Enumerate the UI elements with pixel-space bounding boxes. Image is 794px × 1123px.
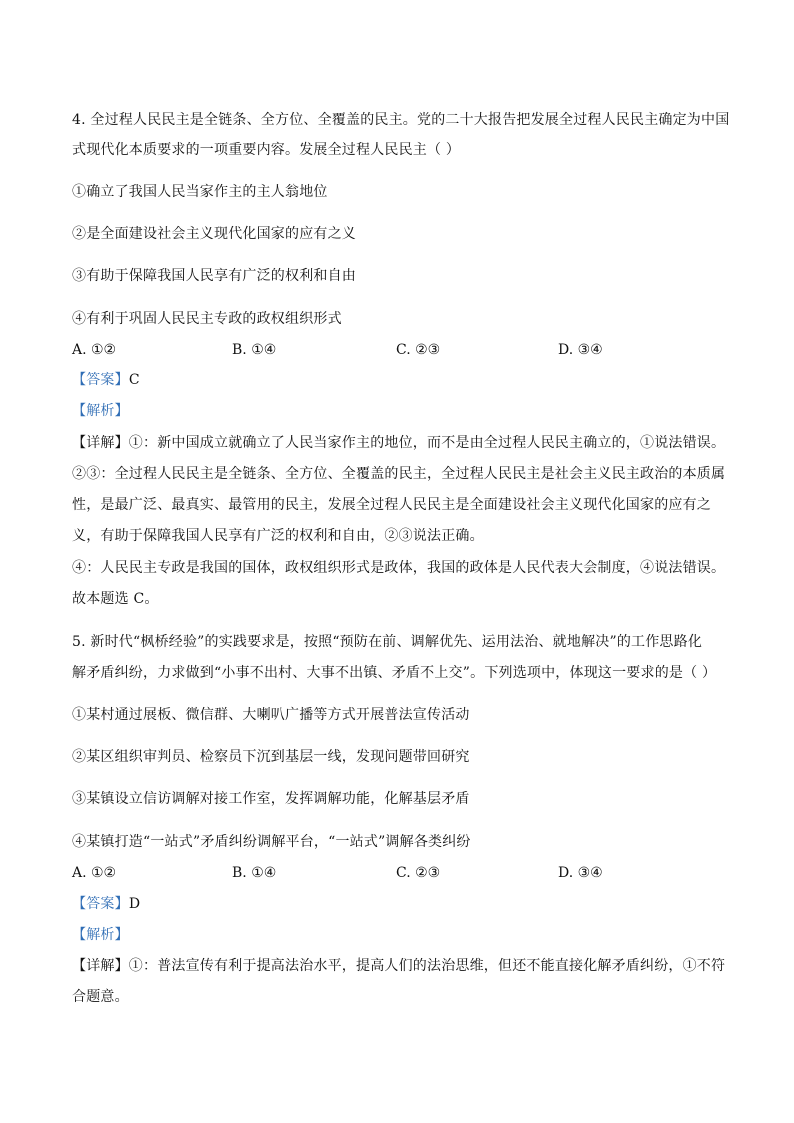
q5-item-1: ①某村通过展板、微信群、大喇叭广播等方式开展普法宣传活动 [72,707,470,723]
q4-detail-line-2: ②③：全过程人民民主是全链条、全方位、全覆盖的民主，全过程人民民主是社会主义民主政治的本质属 [72,466,726,482]
q5-stem-line-1: 5. 新时代“枫桥经验”的实践要求是，按照“预防在前、调解优先、运用法治、就地解决”的工作思路化 [72,634,703,650]
q4-item-3: ③有助于保障我国人民享有广泛的权利和自由 [72,268,356,284]
q4-item-1: ①确立了我国人民当家作主的主人翁地位 [72,184,328,200]
q5-option-c: C. ②③ [396,865,441,881]
q4-detail-line-1: 【详解】①：新中国成立就确立了人民当家作主的地位，而不是由全过程人民民主确立的，①说法错误。 [72,435,726,451]
q4-answer-label: 【答案】 [72,372,129,388]
q5-option-d: D. ③④ [558,865,603,881]
q4-item-2: ②是全面建设社会主义现代化国家的应有之义 [72,226,356,242]
q5-stem-line-2: 解矛盾纠纷，力求做到“小事不出村、大事不出镇、矛盾不上交”。下列选项中，体现这一要求的是（ ） [72,665,717,681]
q4-answer-value: C [128,372,140,388]
q4-detail-line-4: 义，有助于保障我国人民享有广泛的权利和自由，②③说法正确。 [72,528,484,544]
q4-option-b: B. ①④ [232,342,277,358]
q4-options [72,340,732,360]
q5-detail-line-2: 合题意。 [72,989,129,1005]
q5-item-4: ④某镇打造“一站式”矛盾纠纷调解平台，“一站式”调解各类纠纷 [72,834,471,850]
q4-option-d: D. ③④ [558,342,603,358]
q4-stem-line-2: 式现代化本质要求的一项重要内容。发展全过程人民民主（ ） [72,142,461,158]
q5-answer-value: D [128,896,141,912]
q4-answer [72,370,732,390]
q5-option-a: A. ①② [72,865,117,881]
q4-detail-line-3: 性，是最广泛、最真实、最管用的民主，发展全过程人民民主是全面建设社会主义现代化国家的应有之 [72,497,711,513]
q5-answer [72,894,732,914]
q5-detail-line-1: 【详解】①：普法宣传有利于提高法治水平，提高人们的法治思维，但还不能直接化解矛盾纠纷，①不符 [72,958,726,974]
q4-stem-line-1: 4. 全过程人民民主是全链条、全方位、全覆盖的民主。党的二十大报告把发展全过程人民民主确定为中国 [72,112,730,128]
q5-option-b: B. ①④ [232,865,277,881]
q5-options [72,863,732,883]
q5-analysis-label: 【解析】 [72,927,129,943]
q4-option-c: C. ②③ [396,342,441,358]
q4-analysis-label: 【解析】 [72,403,129,419]
q4-item-4: ④有利于巩固人民民主专政的政权组织形式 [72,311,342,327]
q5-item-3: ③某镇设立信访调解对接工作室，发挥调解功能，化解基层矛盾 [72,791,470,807]
q4-detail-line-6: 故本题选 C。 [72,591,159,607]
q4-option-a: A. ①② [72,342,117,358]
q5-answer-label: 【答案】 [72,896,129,912]
q4-detail-line-5: ④：人民民主专政是我国的国体，政权组织形式是政体，我国的政体是人民代表大会制度，④说法错误。 [72,560,726,576]
q5-item-2: ②某区组织审判员、检察员下沉到基层一线，发现问题带回研究 [72,749,470,765]
